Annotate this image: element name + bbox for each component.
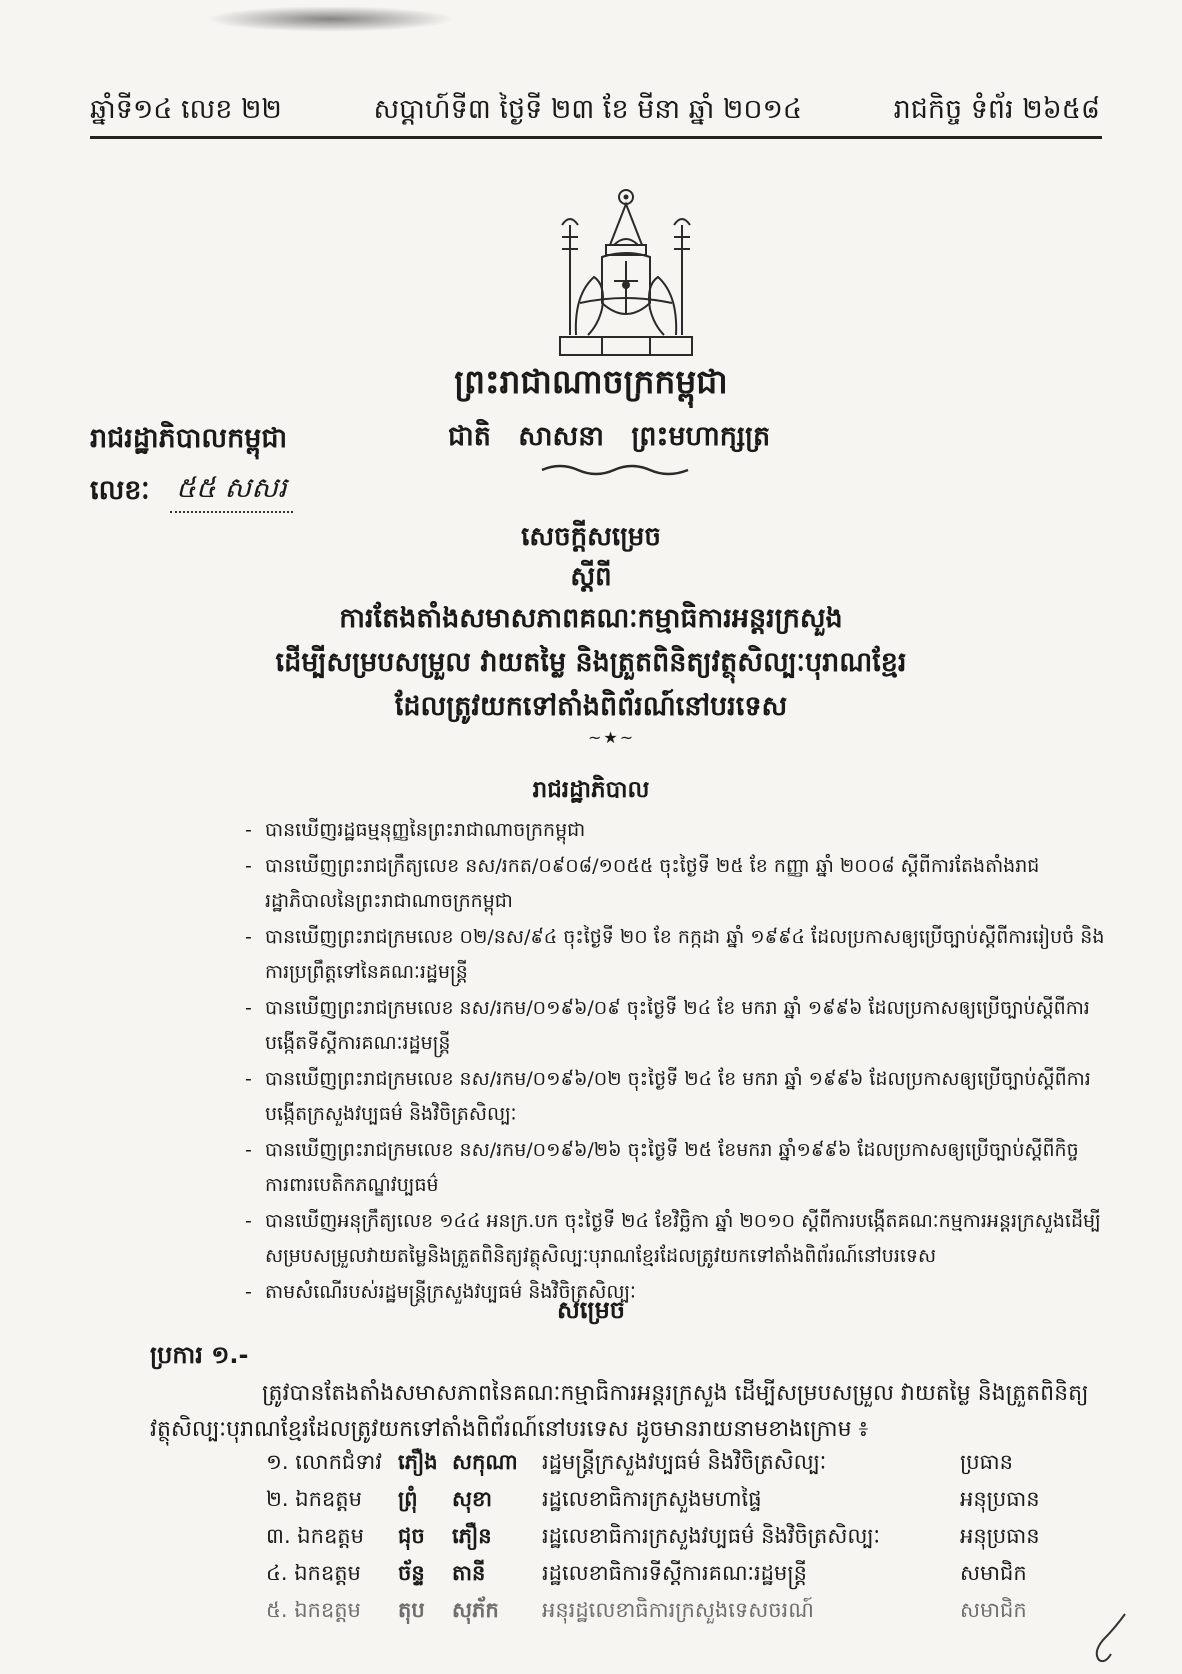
member-surname: ភឿង: [398, 1450, 438, 1474]
member-role: សមាជិក: [960, 1561, 1027, 1585]
kingdom-heading: ព្រះរាជាណាចក្រកម្ពុជា: [454, 362, 728, 401]
table-row: [266, 1520, 1080, 1557]
recital-item: - បានឃើញព្រះរាជក្រមលេខ នស/រកម/០១៩៦/០២ ចុះថ្ងៃទី ២៤ ខែ មករា ឆ្នាំ ១៩៩៦ ដែលប្រកាសឲ្យប្រើច្បាប់ស្ដីពីការបង្កើតក្រសួងវប្បធម៌ និងវិចិត្រសិល្បៈ: [245, 1062, 1105, 1133]
scan-smudge: [205, 6, 455, 32]
recitals-list: [245, 813, 1105, 1310]
recital-item: - បានឃើញព្រះរាជក្រឹត្យលេខ នស/រកត/០៩០៨/១០៥៥ ចុះថ្ងៃទី ២៥ ខែ កញ្ញា ឆ្នាំ ២០០៨ ស្ដីពីការតែងតាំងរាជរដ្ឋាភិបាលនៃព្រះរាជាណាចក្រកម្ពុជា: [245, 849, 1105, 920]
document-subject-prefix: ស្ដីពី: [570, 562, 612, 592]
issuer-heading: រាជរដ្ឋាភិបាល: [532, 777, 650, 803]
member-surname: ជុច: [398, 1524, 425, 1548]
member-role: អនុប្រធាន: [960, 1487, 1040, 1511]
document-title-line-3: ដែលត្រូវយកទៅតាំងពិព័រណ៍នៅបរទេស: [394, 691, 788, 722]
issuing-government: រាជរដ្ឋាភិបាលកម្ពុជា: [90, 423, 288, 454]
member-role: ប្រធាន: [960, 1450, 1013, 1474]
member-position: រដ្ឋលេខាធិការក្រសួងវប្បធម៌ និងវិចិត្រសិល្បៈ: [542, 1524, 881, 1548]
motto-ornament-icon: [540, 462, 690, 476]
gazette-week-date: សប្ដាហ៍ទី៣ ថ្ងៃទី ២៣ ខែ មីនា ឆ្នាំ ២០១៤: [373, 94, 803, 125]
decides-heading: សម្រេច: [556, 1296, 626, 1324]
article-text: ត្រូវបានតែងតាំងសមាសភាពនៃគណៈកម្មាធិការអន្តរក្រសួង ដើម្បីសម្របសម្រួល វាយតម្លៃ និងត្រួតពិនិត្យវត្ថុសិល្បៈបុរាណខ្មែរដែលត្រូវយកទៅតាំងពិព័រណ៍នៅបរទេស ដូចមានរាយនាមខាងក្រោម ៖: [150, 1381, 1089, 1442]
members-table: [266, 1446, 1080, 1631]
table-row: [266, 1594, 1080, 1631]
member-given-name: សុភ័ក: [452, 1598, 499, 1622]
member-given-name: សុខា: [452, 1487, 492, 1511]
gazette-header: [90, 88, 1100, 132]
member-rank: ៣. ឯកឧត្តម: [266, 1524, 364, 1548]
member-surname: តុប: [398, 1598, 425, 1622]
recital-item: - បានឃើញអនុក្រឹត្យលេខ ១៤៤ អនក្រ.បក ចុះថ្ងៃទី ២៤ ខែវិច្ឆិកា ឆ្នាំ ២០១០ ស្ដីពីការបង្កើតគណៈកម្មការអន្តរក្រសួងដើម្បីសម្របសម្រួលវាយតម្លៃនិងត្រួតពិនិត្យវត្ថុសិល្បៈបុរាណខ្មែរដែលត្រូវយកទៅតាំងពិព័រណ៍នៅបរទេស: [245, 1204, 1105, 1275]
document-title-line-2: ដើម្បីសម្របសម្រួល វាយតម្លៃ និងត្រួតពិនិត្យវត្ថុសិល្បៈបុរាណខ្មែរ: [275, 647, 907, 678]
member-rank: ២. ឯកឧត្តម: [266, 1487, 362, 1511]
document-title-line-1: ការតែងតាំងសមាសភាពគណៈកម្មាធិការអន្តរក្រសួង: [339, 603, 843, 634]
member-rank: ៥. ឯកឧត្តម: [266, 1598, 361, 1622]
member-role: អនុប្រធាន: [960, 1524, 1040, 1548]
member-role: សមាជិក: [960, 1598, 1027, 1622]
star-ornament-icon: ~★~: [588, 728, 636, 747]
gazette-page: រាជកិច្ច ទំព័រ ២៦៥៨: [893, 94, 1100, 125]
member-given-name: ភឿន: [452, 1524, 492, 1548]
national-motto: ជាតិ សាសនា ព្រះមហាក្សត្រ: [448, 421, 771, 452]
recital-item: - បានឃើញព្រះរាជក្រមលេខ នស/រកម/០១៩៦/២៦ ចុះថ្ងៃទី ២៥ ខែមករា ឆ្នាំ១៩៩៦ ដែលប្រកាសឲ្យប្រើច្បាប់ស្ដីពីកិច្ចការពារបេតិកភណ្ឌវប្បធម៌: [245, 1133, 1105, 1204]
handwritten-mark-icon: [1085, 1610, 1135, 1665]
member-position: រដ្ឋមន្ត្រីក្រសួងវប្បធម៌ និងវិចិត្រសិល្បៈ: [542, 1450, 827, 1474]
table-row: [266, 1446, 1080, 1483]
table-row: [266, 1557, 1080, 1594]
recital-item: - បានឃើញរដ្ឋធម្មនុញ្ញនៃព្រះរាជាណាចក្រកម្ពុជា: [245, 813, 1105, 849]
article-label: ប្រការ ១.-: [150, 1341, 249, 1369]
recital-item: - តាមសំណើរបស់រដ្ឋមន្ត្រីក្រសួងវប្បធម៌ និងវិចិត្រសិល្បៈ: [245, 1275, 1105, 1311]
member-position: រដ្ឋលេខាធិការក្រសួងមហាផ្ទៃ: [542, 1487, 762, 1511]
member-surname: ច័ន្ទ: [398, 1561, 425, 1585]
member-given-name: សកុណា: [452, 1450, 518, 1474]
decision-number: ៥៥ សសរ: [170, 470, 293, 513]
member-position: អនុរដ្ឋលេខាធិការក្រសួងទេសចរណ៍: [542, 1598, 814, 1622]
gazette-year-issue: ឆ្នាំទី១៤ លេខ ២២: [90, 94, 282, 125]
number-label: លេខៈ: [90, 475, 150, 506]
document-type: សេចក្ដីសម្រេច: [521, 522, 661, 552]
royal-coat-of-arms-icon: [540, 185, 712, 360]
member-position: រដ្ឋលេខាធិការទីស្ដីការគណៈរដ្ឋមន្ត្រី: [542, 1561, 807, 1585]
member-rank: ៤. ឯកឧត្តម: [266, 1561, 361, 1585]
member-rank: ១. លោកជំទាវ: [266, 1450, 382, 1474]
recital-item: - បានឃើញព្រះរាជក្រមលេខ ០២/នស/៩៤ ចុះថ្ងៃទី ២០ ខែ កក្កដា ឆ្នាំ ១៩៩៤ ដែលប្រកាសឲ្យប្រើច្បាប់ស្ដីពីការរៀបចំ និងការប្រព្រឹត្តទៅនៃគណៈរដ្ឋមន្ត្រី: [245, 920, 1105, 991]
header-rule: [90, 136, 1102, 139]
member-surname: ព្រុំ: [398, 1487, 418, 1511]
member-given-name: តានី: [452, 1561, 486, 1585]
table-row: [266, 1483, 1080, 1520]
recital-item: - បានឃើញព្រះរាជក្រមលេខ នស/រកម/០១៩៦/០៩ ចុះថ្ងៃទី ២៤ ខែ មករា ឆ្នាំ ១៩៩៦ ដែលប្រកាសឲ្យប្រើច្បាប់ស្ដីពីការបង្កើតទីស្ដីការគណៈរដ្ឋមន្ត្រី: [245, 991, 1105, 1062]
